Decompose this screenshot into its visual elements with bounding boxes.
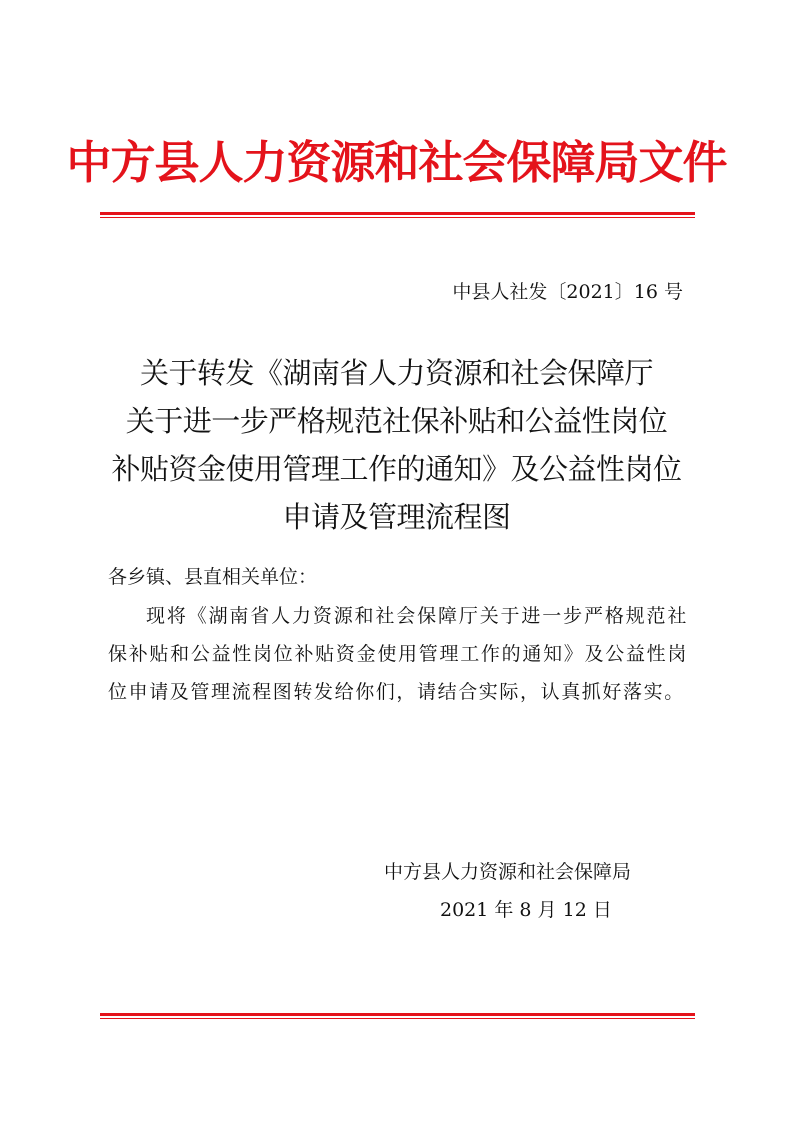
body-paragraph: 现将《湖南省人力资源和社会保障厅关于进一步严格规范社保补贴和公益性岗位补贴资金使用管理工作的通知》及公益性岗位申请及管理流程图转发给你们，请结合实际，认真抓好落实。 xyxy=(108,605,688,703)
title-line: 申请及管理流程图 xyxy=(282,500,511,534)
signature-date: 2021 年 8 月 12 日 xyxy=(440,899,612,921)
title-line: 补贴资金使用管理工作的通知》及公益性岗位 xyxy=(111,452,682,486)
header-red-rule-thick xyxy=(100,212,695,215)
title-line: 关于转发《湖南省人力资源和社会保障厅 xyxy=(139,356,653,390)
document-number: 中县人社发〔2021〕16 号 xyxy=(452,281,683,303)
title-line: 关于进一步严格规范社保补贴和公益性岗位 xyxy=(125,404,668,438)
footer-red-rule-thick xyxy=(100,1013,695,1016)
signature-organization: 中方县人力资源和社会保障局 xyxy=(384,861,632,883)
footer-red-rule-thin xyxy=(100,1018,695,1019)
addressee: 各乡镇、县直相关单位： xyxy=(108,566,318,588)
header-red-rule-thin xyxy=(100,217,695,218)
document-header-title: 中方县人力资源和社会保障局文件 xyxy=(66,136,727,189)
document-title xyxy=(0,349,793,541)
